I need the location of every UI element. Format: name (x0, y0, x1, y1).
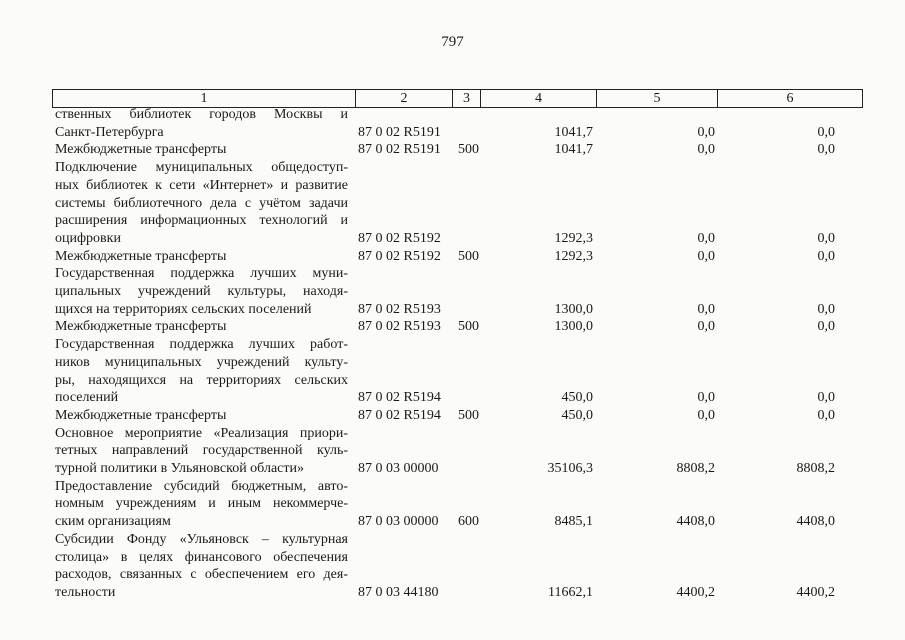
row-column-5: 0,0 (697, 230, 715, 246)
column-header-2: 2 (356, 90, 453, 108)
description-line: Подключение муниципальных общедоступ- (55, 160, 348, 176)
table-row (55, 159, 835, 248)
row-code: 87 0 02 R5194 (358, 390, 441, 406)
description-line: системы библиотечного дела с учётом задачи (55, 195, 348, 211)
row-code: 87 0 02 R5192 (358, 248, 441, 264)
row-column-3: 600 (458, 514, 479, 530)
row-column-6: 8808,2 (796, 461, 835, 477)
row-column-4: 450,0 (561, 390, 593, 406)
row-column-5: 0,0 (697, 319, 715, 335)
row-column-6: 0,0 (817, 319, 835, 335)
table-row (55, 478, 835, 531)
table-row (55, 265, 835, 318)
row-column-5: 0,0 (697, 248, 715, 264)
row-column-6: 0,0 (817, 390, 835, 406)
row-column-5: 0,0 (697, 301, 715, 317)
description-line: ры, находящихся на территориях сельских (55, 372, 348, 388)
description-line: ским организациям (55, 514, 171, 530)
description-line: столица» в целях финансового обеспечения (55, 549, 348, 565)
row-column-4: 450,0 (561, 407, 593, 423)
description-line: Межбюджетные трансферты (55, 319, 227, 335)
table-row (55, 336, 835, 407)
description-line: Межбюджетные трансферты (55, 407, 227, 423)
row-column-4: 1300,0 (554, 301, 593, 317)
row-column-5: 0,0 (697, 124, 715, 140)
description-line: тельности (55, 584, 116, 600)
description-line: турной политики в Ульяновской области» (55, 461, 304, 477)
row-column-4: 1292,3 (554, 230, 593, 246)
row-column-4: 8485,1 (554, 514, 593, 530)
description-line: Межбюджетные трансферты (55, 142, 227, 158)
table-row (55, 106, 835, 141)
table-row (55, 425, 835, 478)
row-column-6: 4408,0 (796, 514, 835, 530)
row-column-3: 500 (458, 248, 479, 264)
row-code: 87 0 03 44180 (358, 584, 439, 600)
column-header-6: 6 (718, 90, 863, 108)
row-column-6: 0,0 (817, 301, 835, 317)
description-line: ственных библиотек городов Москвы и (55, 107, 348, 122)
description-line: ников муниципальных учреждений культу- (55, 354, 348, 370)
row-column-4: 1292,3 (554, 248, 593, 264)
row-code: 87 0 02 R5193 (358, 319, 441, 335)
column-header-3: 3 (453, 90, 481, 108)
page-number: 797 (441, 34, 464, 50)
description-line: ных библиотек к сети «Интернет» и развитие (55, 177, 348, 193)
row-column-4: 35106,3 (547, 461, 593, 477)
description-line: Государственная поддержка лучших муни- (55, 266, 348, 282)
description-line: Санкт-Петербурга (55, 124, 164, 140)
column-header-4: 4 (481, 90, 597, 108)
table-row (55, 531, 835, 602)
description-line: номным учреждениям и иным некоммерче- (55, 496, 348, 512)
row-column-3: 500 (458, 407, 479, 423)
row-column-5: 4408,0 (676, 514, 715, 530)
row-code: 87 0 02 R5191 (358, 124, 441, 140)
description-line: Государственная поддержка лучших работ- (55, 337, 348, 353)
row-column-3: 500 (458, 142, 479, 158)
row-code: 87 0 03 00000 (358, 514, 439, 530)
table-row (55, 407, 835, 425)
row-column-6: 0,0 (817, 230, 835, 246)
row-column-5: 4400,2 (676, 584, 715, 600)
row-column-3: 500 (458, 319, 479, 335)
description-line: расходов, связанных с обеспечением его дея- (55, 567, 348, 583)
table-row (55, 248, 835, 266)
budget-rows (55, 106, 835, 602)
row-column-5: 0,0 (697, 407, 715, 423)
row-column-6: 4400,2 (796, 584, 835, 600)
row-code: 87 0 02 R5194 (358, 407, 441, 423)
table-row (55, 141, 835, 159)
row-column-6: 0,0 (817, 248, 835, 264)
description-line: щихся на территориях сельских поселений (55, 301, 312, 317)
row-code: 87 0 02 R5192 (358, 230, 441, 246)
row-column-5: 0,0 (697, 142, 715, 158)
row-column-5: 8808,2 (676, 461, 715, 477)
description-line: расширения информационных технологий и (55, 213, 348, 229)
row-column-6: 0,0 (817, 142, 835, 158)
description-line: Субсидии Фонду «Ульяновск – культурная (55, 531, 348, 547)
description-line: Межбюджетные трансферты (55, 248, 227, 264)
row-column-4: 11662,1 (548, 584, 593, 600)
column-header-5: 5 (597, 90, 718, 108)
row-column-6: 0,0 (817, 407, 835, 423)
row-column-5: 0,0 (697, 390, 715, 406)
description-line: тетных направлений государственной куль- (55, 443, 348, 459)
description-line: поселений (55, 390, 119, 406)
description-line: Основное мероприятие «Реализация приори- (55, 425, 348, 441)
row-code: 87 0 02 R5191 (358, 142, 441, 158)
row-code: 87 0 03 00000 (358, 461, 439, 477)
row-column-6: 0,0 (817, 124, 835, 140)
row-code: 87 0 02 R5193 (358, 301, 441, 317)
row-column-4: 1041,7 (554, 142, 593, 158)
row-column-4: 1300,0 (554, 319, 593, 335)
row-column-4: 1041,7 (554, 124, 593, 140)
column-header-1: 1 (53, 90, 356, 108)
table-row (55, 318, 835, 336)
description-line: оцифровки (55, 230, 121, 246)
description-line: Предоставление субсидий бюджетным, авто- (55, 478, 348, 494)
description-line: ципальных учреждений культуры, находя- (55, 284, 348, 300)
